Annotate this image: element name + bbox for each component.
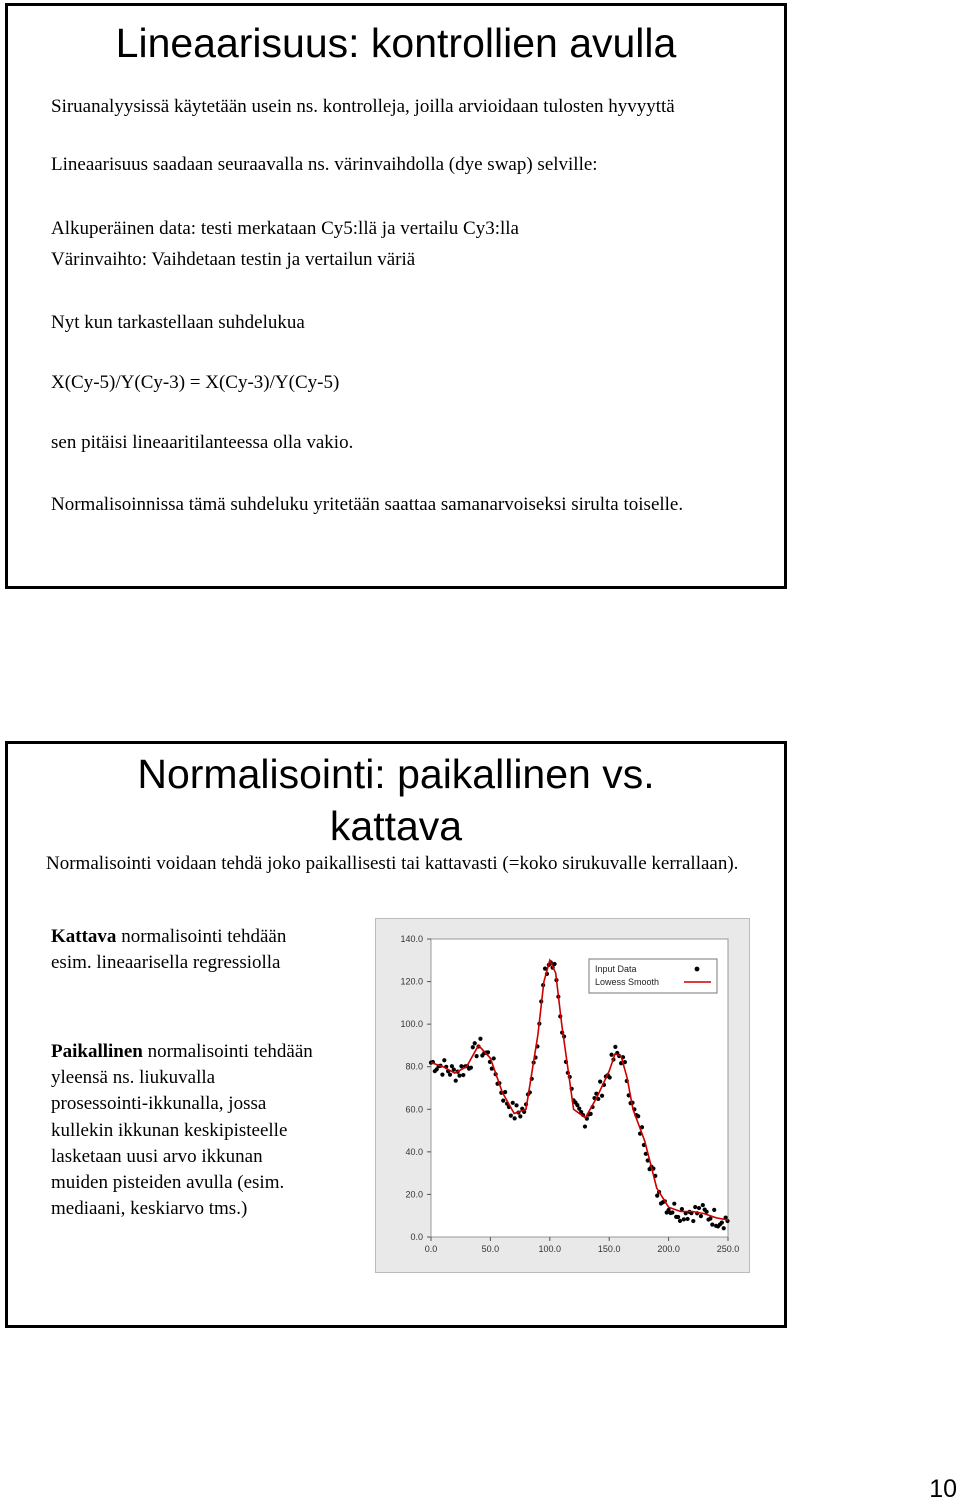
y-tick-label: 120.0	[400, 976, 423, 987]
paragraph-normalization: Normalisoinnissa tämä suhdeluku yritetään saattaa samanarvoiseksi sirulta toiselle.	[51, 494, 684, 515]
slide-linearity	[5, 3, 787, 589]
data-point	[511, 1101, 515, 1105]
data-point	[492, 1056, 496, 1060]
data-point	[608, 1075, 612, 1079]
data-point	[583, 1124, 587, 1128]
data-point	[461, 1073, 465, 1077]
paragraph-controls: Siruanalyysissä käytetään usein ns. kontrolleja, joilla arvioidaan tulosten hyvyyttä	[51, 96, 675, 117]
data-point	[699, 1214, 703, 1218]
x-tick-label: 100.0	[538, 1244, 562, 1254]
data-point	[598, 1080, 602, 1084]
data-point	[442, 1058, 446, 1062]
local-normalization-text	[51, 1039, 316, 1222]
data-point	[676, 1215, 680, 1219]
global-label: Kattava	[51, 926, 117, 947]
data-point	[712, 1208, 716, 1212]
y-tick-label: 40.0	[405, 1146, 423, 1157]
legend-label-lowess: Lowess Smooth	[595, 977, 660, 987]
data-point	[552, 962, 556, 966]
data-point	[680, 1207, 684, 1211]
slide-title-line1: Normalisointi: paikallinen vs.	[137, 751, 655, 797]
data-point	[440, 1073, 444, 1077]
data-point	[501, 1098, 505, 1102]
data-point	[678, 1219, 682, 1223]
data-point	[475, 1054, 479, 1058]
y-tick-label: 0.0	[410, 1232, 423, 1242]
data-point	[609, 1053, 613, 1057]
data-point	[655, 1193, 659, 1197]
data-point	[720, 1221, 724, 1225]
x-tick-label: 250.0	[716, 1244, 740, 1254]
data-point	[518, 1114, 522, 1118]
ratio-formula: X(Cy-5)/Y(Cy-3) = X(Cy-3)/Y(Cy-5)	[51, 372, 340, 393]
data-point	[693, 1205, 697, 1209]
data-point	[613, 1045, 617, 1049]
x-tick-label: 0.0	[424, 1244, 438, 1254]
local-label: Paikallinen	[51, 1041, 143, 1062]
slide-title	[8, 748, 784, 852]
data-point	[600, 1094, 604, 1098]
data-point	[686, 1217, 690, 1221]
data-point	[448, 1073, 452, 1077]
y-tick-label: 140.0	[400, 934, 423, 944]
data-point	[514, 1103, 518, 1107]
data-point	[513, 1116, 517, 1120]
y-tick-label: 80.0	[405, 1061, 423, 1072]
x-tick-label: 150.0	[597, 1244, 621, 1254]
data-point	[457, 1074, 461, 1078]
legend-marker-input-data	[695, 967, 700, 972]
data-point	[670, 1210, 674, 1214]
chart-svg	[376, 919, 749, 1272]
x-tick-label: 50.0	[481, 1244, 500, 1254]
data-point	[478, 1037, 482, 1041]
y-tick-label: 20.0	[405, 1189, 423, 1200]
data-point	[575, 1103, 579, 1107]
slide-normalization	[5, 741, 787, 1328]
page-number: 10	[929, 1475, 957, 1503]
legend-label-input-data: Input Data	[595, 964, 637, 974]
data-point	[459, 1064, 463, 1068]
local-description: normalisointi tehdään yleensä ns. liukuvalla prosessointi-ikkunalla, jossa kullekin ikkunan keskipisteelle lasketaan uusi arvo ikkunan muiden pisteiden avulla (esim. mediaani, keskiarvo tms.)	[51, 1041, 313, 1220]
y-tick-label: 60.0	[405, 1104, 423, 1115]
data-point	[454, 1079, 458, 1083]
data-point	[710, 1222, 714, 1226]
data-point	[722, 1226, 726, 1230]
paragraph-dye-swap: Lineaarisuus saadaan seuraavalla ns. värinvaihdolla (dye swap) selville:	[51, 154, 598, 175]
data-point	[691, 1219, 695, 1223]
data-point	[701, 1203, 705, 1207]
paragraph-original-data: Alkuperäinen data: testi merkataan Cy5:llä ja vertailu Cy3:lla	[51, 218, 519, 239]
data-point	[682, 1217, 686, 1221]
data-point	[672, 1202, 676, 1206]
paragraph-constant: sen pitäisi lineaaritilanteessa olla vakio.	[51, 432, 354, 453]
paragraph-color-swap: Värinvaihto: Vaihdetaan testin ja vertailun väriä	[51, 249, 416, 270]
slide-title: Lineaarisuus: kontrollien avulla	[115, 20, 677, 66]
paragraph-ratio-intro: Nyt kun tarkastellaan suhdelukua	[51, 312, 305, 333]
lowess-chart	[375, 918, 750, 1273]
data-point	[697, 1206, 701, 1210]
data-point	[473, 1041, 477, 1045]
y-tick-label: 100.0	[400, 1019, 423, 1030]
slide-title-line2: kattava	[329, 803, 463, 849]
paragraph-intro: Normalisointi voidaan tehdä joko paikallisesti tai kattavasti (=koko sirukuvalle kerrallaan).	[46, 853, 739, 874]
global-description: normalisointi tehdään esim. lineaarisella regressiolla	[51, 926, 287, 974]
data-point	[509, 1114, 513, 1118]
data-point	[469, 1066, 473, 1070]
global-normalization-text	[51, 924, 301, 976]
x-tick-label: 200.0	[657, 1244, 680, 1254]
data-point	[471, 1045, 475, 1049]
